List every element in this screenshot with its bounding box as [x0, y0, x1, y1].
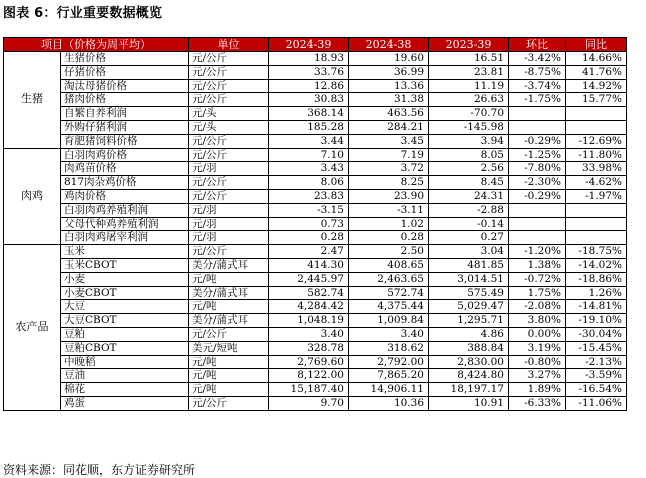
- yoy-change-cell: [566, 107, 627, 121]
- table-row: [4, 93, 627, 107]
- mom-change-cell: 3.27%: [509, 369, 566, 383]
- unit-cell: 元/公斤: [189, 52, 269, 66]
- unit-cell: 元/吨: [189, 355, 269, 369]
- item-name-cell: 育肥猪饲料价格: [61, 134, 189, 148]
- mom-change-cell: -7.80%: [509, 162, 566, 176]
- item-name-cell: 小麦: [61, 272, 189, 286]
- table-row: [4, 314, 627, 328]
- value-2024-38-cell: 2,792.00: [349, 355, 429, 369]
- unit-cell: 美分/蒲式耳: [189, 286, 269, 300]
- value-2024-38-cell: 284.21: [349, 120, 429, 134]
- value-2023-39-cell: 26.63: [429, 93, 509, 107]
- table-row: [4, 176, 627, 190]
- unit-cell: 元/头: [189, 120, 269, 134]
- item-name-cell: 豆粕CBOT: [61, 341, 189, 355]
- value-2023-39-cell: 3.94: [429, 134, 509, 148]
- unit-cell: 元/羽: [189, 203, 269, 217]
- item-name-cell: 生猪价格: [61, 52, 189, 66]
- source-note: 资料来源：同花顺，东方证券研究所: [3, 463, 196, 477]
- value-2024-39-cell: 18.93: [269, 52, 349, 66]
- value-2024-38-cell: 2,463.65: [349, 272, 429, 286]
- value-2024-39-cell: 2,445.97: [269, 272, 349, 286]
- value-2024-38-cell: 1.02: [349, 217, 429, 231]
- mom-change-cell: -0.29%: [509, 134, 566, 148]
- table-row: [4, 245, 627, 259]
- value-2023-39-cell: 575.49: [429, 286, 509, 300]
- header-yoy: 同比: [566, 38, 627, 52]
- mom-change-cell: -1.75%: [509, 93, 566, 107]
- yoy-change-cell: 14.92%: [566, 79, 627, 93]
- value-2023-39-cell: 388.84: [429, 341, 509, 355]
- unit-cell: 元/吨: [189, 272, 269, 286]
- value-2023-39-cell: 23.81: [429, 65, 509, 79]
- value-2024-38-cell: 19.60: [349, 52, 429, 66]
- yoy-change-cell: [566, 217, 627, 231]
- yoy-change-cell: -14.02%: [566, 258, 627, 272]
- mom-change-cell: -1.20%: [509, 245, 566, 259]
- value-2023-39-cell: 11.19: [429, 79, 509, 93]
- table-row: [4, 300, 627, 314]
- value-2023-39-cell: 8,424.80: [429, 369, 509, 383]
- mom-change-cell: 0.00%: [509, 327, 566, 341]
- table-row: [4, 258, 627, 272]
- value-2024-38-cell: 318.62: [349, 341, 429, 355]
- value-2024-38-cell: 3.45: [349, 134, 429, 148]
- value-2024-39-cell: 15,187.40: [269, 383, 349, 397]
- table-row: [4, 79, 627, 93]
- item-name-cell: 外购仔猪利润: [61, 120, 189, 134]
- mom-change-cell: [509, 231, 566, 245]
- item-name-cell: 父母代种鸡养殖利润: [61, 217, 189, 231]
- header-2024-38: 2024-38: [349, 38, 429, 52]
- yoy-change-cell: -4.62%: [566, 176, 627, 190]
- value-2024-38-cell: 463.56: [349, 107, 429, 121]
- header-2023-39: 2023-39: [429, 38, 509, 52]
- yoy-change-cell: -15.45%: [566, 341, 627, 355]
- unit-cell: 元/公斤: [189, 189, 269, 203]
- table-row: [4, 107, 627, 121]
- mom-change-cell: -8.75%: [509, 65, 566, 79]
- value-2024-39-cell: 582.74: [269, 286, 349, 300]
- table-row: [4, 189, 627, 203]
- value-2024-38-cell: 1,009.84: [349, 314, 429, 328]
- unit-cell: 元/羽: [189, 217, 269, 231]
- value-2024-39-cell: 12.86: [269, 79, 349, 93]
- value-2024-39-cell: 8,122.00: [269, 369, 349, 383]
- mom-change-cell: -0.72%: [509, 272, 566, 286]
- value-2023-39-cell: 0.27: [429, 231, 509, 245]
- unit-cell: 美分/蒲式耳: [189, 314, 269, 328]
- item-name-cell: 小麦CBOT: [61, 286, 189, 300]
- category-cell: 肉鸡: [4, 148, 61, 245]
- item-name-cell: 猪肉价格: [61, 93, 189, 107]
- unit-cell: 元/公斤: [189, 134, 269, 148]
- value-2023-39-cell: 1,295.71: [429, 314, 509, 328]
- item-name-cell: 鸡蛋: [61, 396, 189, 410]
- mom-change-cell: [509, 203, 566, 217]
- value-2023-39-cell: 481.85: [429, 258, 509, 272]
- unit-cell: 元/吨: [189, 369, 269, 383]
- yoy-change-cell: -18.86%: [566, 272, 627, 286]
- item-name-cell: 豆油: [61, 369, 189, 383]
- value-2024-39-cell: 328.78: [269, 341, 349, 355]
- unit-cell: 美元/短吨: [189, 341, 269, 355]
- item-name-cell: 白羽肉鸡价格: [61, 148, 189, 162]
- item-name-cell: 大豆CBOT: [61, 314, 189, 328]
- category-cell: 农产品: [4, 245, 61, 411]
- value-2024-38-cell: 572.74: [349, 286, 429, 300]
- table-row: [4, 134, 627, 148]
- item-name-cell: 仔猪价格: [61, 65, 189, 79]
- table-row: [4, 355, 627, 369]
- unit-cell: 元/公斤: [189, 148, 269, 162]
- yoy-change-cell: -19.10%: [566, 314, 627, 328]
- table-row: [4, 148, 627, 162]
- unit-cell: 元/公斤: [189, 396, 269, 410]
- yoy-change-cell: [566, 203, 627, 217]
- mom-change-cell: 1.75%: [509, 286, 566, 300]
- table-header-row: [4, 38, 627, 52]
- mom-change-cell: 1.89%: [509, 383, 566, 397]
- figure-title: 图表 6：行业重要数据概览: [3, 6, 163, 21]
- unit-cell: 元/吨: [189, 383, 269, 397]
- value-2023-39-cell: -2.88: [429, 203, 509, 217]
- unit-cell: 元/公斤: [189, 65, 269, 79]
- table-row: [4, 52, 627, 66]
- item-name-cell: 棉花: [61, 383, 189, 397]
- yoy-change-cell: -12.69%: [566, 134, 627, 148]
- table-row: [4, 120, 627, 134]
- value-2023-39-cell: 2.56: [429, 162, 509, 176]
- value-2024-39-cell: -3.15: [269, 203, 349, 217]
- value-2024-38-cell: 7,865.20: [349, 369, 429, 383]
- header-2024-39: 2024-39: [269, 38, 349, 52]
- item-name-cell: 鸡肉价格: [61, 189, 189, 203]
- value-2023-39-cell: -70.70: [429, 107, 509, 121]
- value-2024-38-cell: 0.28: [349, 231, 429, 245]
- value-2023-39-cell: 24.31: [429, 189, 509, 203]
- value-2024-38-cell: 4,375.44: [349, 300, 429, 314]
- yoy-change-cell: -14.81%: [566, 300, 627, 314]
- mom-change-cell: [509, 120, 566, 134]
- item-name-cell: 817肉杂鸡价格: [61, 176, 189, 190]
- value-2023-39-cell: 3.04: [429, 245, 509, 259]
- mom-change-cell: 3.80%: [509, 314, 566, 328]
- value-2023-39-cell: 8.05: [429, 148, 509, 162]
- value-2023-39-cell: 4.86: [429, 327, 509, 341]
- yoy-change-cell: [566, 120, 627, 134]
- table-row: [4, 396, 627, 410]
- value-2023-39-cell: 3,014.51: [429, 272, 509, 286]
- item-name-cell: 肉鸡苗价格: [61, 162, 189, 176]
- value-2023-39-cell: 16.51: [429, 52, 509, 66]
- value-2023-39-cell: 2,830.00: [429, 355, 509, 369]
- value-2024-38-cell: 36.99: [349, 65, 429, 79]
- yoy-change-cell: -18.75%: [566, 245, 627, 259]
- unit-cell: 元/公斤: [189, 245, 269, 259]
- value-2024-39-cell: 23.83: [269, 189, 349, 203]
- yoy-change-cell: 33.98%: [566, 162, 627, 176]
- table-row: [4, 369, 627, 383]
- value-2024-38-cell: 13.36: [349, 79, 429, 93]
- table-row: [4, 272, 627, 286]
- header-mom: 环比: [509, 38, 566, 52]
- yoy-change-cell: -30.04%: [566, 327, 627, 341]
- yoy-change-cell: [566, 231, 627, 245]
- item-name-cell: 白羽肉鸡屠宰利润: [61, 231, 189, 245]
- table-row: [4, 162, 627, 176]
- yoy-change-cell: -1.97%: [566, 189, 627, 203]
- mom-change-cell: -3.74%: [509, 79, 566, 93]
- value-2023-39-cell: -0.14: [429, 217, 509, 231]
- item-name-cell: 大豆: [61, 300, 189, 314]
- header-item: 项目（价格为周平均）: [4, 38, 189, 52]
- unit-cell: 元/公斤: [189, 176, 269, 190]
- value-2024-38-cell: 2.50: [349, 245, 429, 259]
- value-2024-39-cell: 9.70: [269, 396, 349, 410]
- table-row: [4, 383, 627, 397]
- value-2023-39-cell: -145.98: [429, 120, 509, 134]
- value-2024-39-cell: 2.47: [269, 245, 349, 259]
- header-unit: 单位: [189, 38, 269, 52]
- value-2024-38-cell: 23.90: [349, 189, 429, 203]
- value-2024-39-cell: 30.83: [269, 93, 349, 107]
- value-2024-39-cell: 1,048.19: [269, 314, 349, 328]
- mom-change-cell: -1.25%: [509, 148, 566, 162]
- value-2024-38-cell: 3.40: [349, 327, 429, 341]
- yoy-change-cell: -11.80%: [566, 148, 627, 162]
- value-2024-38-cell: 10.36: [349, 396, 429, 410]
- yoy-change-cell: -11.06%: [566, 396, 627, 410]
- value-2024-39-cell: 3.44: [269, 134, 349, 148]
- category-cell: 生猪: [4, 52, 61, 149]
- item-name-cell: 玉米CBOT: [61, 258, 189, 272]
- unit-cell: 元/羽: [189, 162, 269, 176]
- item-name-cell: 中晚稻: [61, 355, 189, 369]
- table-row: [4, 286, 627, 300]
- yoy-change-cell: -2.13%: [566, 355, 627, 369]
- value-2024-39-cell: 368.14: [269, 107, 349, 121]
- yoy-change-cell: 15.77%: [566, 93, 627, 107]
- mom-change-cell: -2.30%: [509, 176, 566, 190]
- yoy-change-cell: 41.76%: [566, 65, 627, 79]
- mom-change-cell: 1.38%: [509, 258, 566, 272]
- value-2024-39-cell: 4,284.42: [269, 300, 349, 314]
- yoy-change-cell: -3.59%: [566, 369, 627, 383]
- table-row: [4, 327, 627, 341]
- item-name-cell: 自繁自养利润: [61, 107, 189, 121]
- yoy-change-cell: 1.26%: [566, 286, 627, 300]
- value-2024-38-cell: 408.65: [349, 258, 429, 272]
- item-name-cell: 白羽肉鸡养殖利润: [61, 203, 189, 217]
- item-name-cell: 豆粕: [61, 327, 189, 341]
- value-2024-38-cell: -3.11: [349, 203, 429, 217]
- value-2024-38-cell: 31.38: [349, 93, 429, 107]
- table-body: [4, 52, 627, 411]
- value-2024-39-cell: 33.76: [269, 65, 349, 79]
- value-2024-39-cell: 185.28: [269, 120, 349, 134]
- mom-change-cell: -0.80%: [509, 355, 566, 369]
- value-2024-39-cell: 0.73: [269, 217, 349, 231]
- mom-change-cell: [509, 217, 566, 231]
- value-2024-39-cell: 3.43: [269, 162, 349, 176]
- unit-cell: 元/吨: [189, 300, 269, 314]
- unit-cell: 元/头: [189, 107, 269, 121]
- value-2024-38-cell: 14,906.11: [349, 383, 429, 397]
- value-2024-39-cell: 8.06: [269, 176, 349, 190]
- table-row: [4, 231, 627, 245]
- value-2024-39-cell: 0.28: [269, 231, 349, 245]
- table-row: [4, 217, 627, 231]
- mom-change-cell: [509, 107, 566, 121]
- value-2024-38-cell: 3.72: [349, 162, 429, 176]
- mom-change-cell: -3.42%: [509, 52, 566, 66]
- yoy-change-cell: -16.54%: [566, 383, 627, 397]
- mom-change-cell: 3.19%: [509, 341, 566, 355]
- mom-change-cell: -0.29%: [509, 189, 566, 203]
- value-2023-39-cell: 10.91: [429, 396, 509, 410]
- industry-data-table: [3, 37, 627, 411]
- unit-cell: 元/公斤: [189, 327, 269, 341]
- value-2024-39-cell: 414.30: [269, 258, 349, 272]
- table-row: [4, 341, 627, 355]
- table-row: [4, 203, 627, 217]
- value-2024-39-cell: 7.10: [269, 148, 349, 162]
- unit-cell: 元/公斤: [189, 79, 269, 93]
- table-row: [4, 65, 627, 79]
- value-2023-39-cell: 18,197.17: [429, 383, 509, 397]
- value-2023-39-cell: 5,029.47: [429, 300, 509, 314]
- value-2023-39-cell: 8.45: [429, 176, 509, 190]
- value-2024-38-cell: 8.25: [349, 176, 429, 190]
- value-2024-38-cell: 7.19: [349, 148, 429, 162]
- mom-change-cell: -6.33%: [509, 396, 566, 410]
- item-name-cell: 玉米: [61, 245, 189, 259]
- value-2024-39-cell: 2,769.60: [269, 355, 349, 369]
- value-2024-39-cell: 3.40: [269, 327, 349, 341]
- item-name-cell: 淘汰母猪价格: [61, 79, 189, 93]
- unit-cell: 元/羽: [189, 231, 269, 245]
- mom-change-cell: -2.08%: [509, 300, 566, 314]
- unit-cell: 元/公斤: [189, 93, 269, 107]
- unit-cell: 美分/蒲式耳: [189, 258, 269, 272]
- yoy-change-cell: 14.66%: [566, 52, 627, 66]
